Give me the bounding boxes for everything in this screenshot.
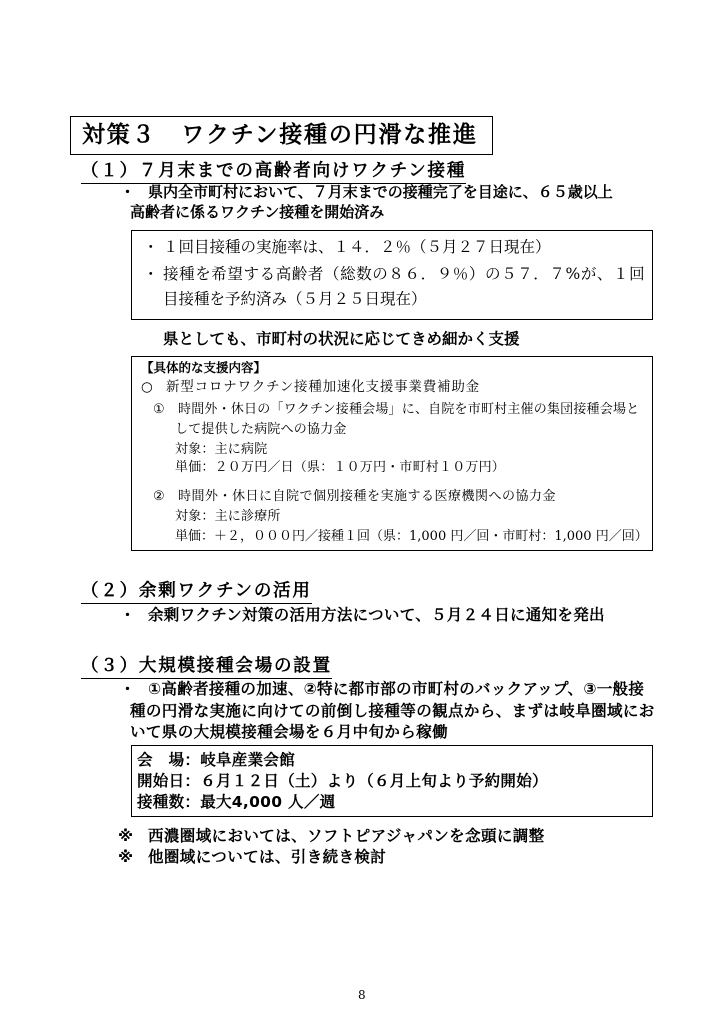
section-3-bullet-line: 種の円滑な実施に向けての前倒し接種等の観点から、まずは岐阜圏域にお: [130, 702, 655, 720]
support-item-line: 時間外・休日に自院で個別接種を実施する医療機関への協力金: [178, 489, 557, 504]
status-item-mark: ・: [143, 238, 159, 256]
support-item-target: 対象：主に診療所: [175, 509, 281, 524]
support-box-heading: 【具体的な支援内容】: [141, 360, 267, 375]
support-details-box: [131, 356, 653, 551]
section-3-bullet-line: いて県の大規模接種会場を６月中旬から稼働: [130, 723, 449, 741]
note-text: 西濃圏域においては、ソフトピアジャパンを念頭に調整: [148, 827, 545, 845]
section-2-heading: （２）余剰ワクチンの活用: [81, 583, 312, 604]
venue-box: [131, 745, 653, 817]
support-item-number: ①: [153, 402, 165, 417]
support-item-line: 時間外・休日の「ワクチン接種会場」に、自院を市町村主催の集団接種会場と: [178, 402, 640, 417]
section-3-heading: （３）大規模接種会場の設置: [81, 658, 332, 679]
bullet-mark: ・: [120, 183, 136, 201]
section-3-bullet-line: ①高齢者接種の加速、②特に都市部の市町村のバックアップ、③一般接: [148, 680, 645, 698]
venue-capacity: 接種数：最大4,000 人／週: [137, 793, 336, 811]
support-item-line: して提供した病院への協力金: [175, 422, 347, 437]
status-item-line: 目接種を予約済み（５月２５日現在）: [163, 290, 427, 308]
note-mark: ※: [118, 827, 134, 845]
status-box: [131, 230, 653, 320]
support-item-price: 単価：２０万円／日（県：１０万円・市町村１０万円）: [175, 460, 506, 475]
support-summary: 県としても、市町村の状況に応じてきめ細かく支援: [163, 330, 520, 348]
status-item-line: 接種を希望する高齢者（総数の８６．９％）の５７．７%が、１回: [163, 265, 646, 283]
title-box: [70, 116, 493, 155]
support-item-price: 単価：＋２，０００円／接種１回（県：1,000 円／回・市町村：1,000 円／回）: [175, 529, 648, 544]
support-item-number: ②: [153, 489, 165, 504]
bullet-mark: ・: [120, 606, 136, 624]
section-1-heading: （１）７月末までの高齢者向けワクチン接種: [81, 163, 466, 184]
status-item-line: １回目接種の実施率は、１４．２％（５月２７日現在）: [163, 238, 551, 256]
support-item-target: 対象：主に病院: [175, 442, 268, 457]
venue-start-date: 開始日：６月１２日（土）より（６月上旬より予約開始）: [137, 772, 548, 790]
section-1-bullet-line: 高齢者に係るワクチン接種を開始済み: [130, 203, 385, 221]
page-title: 対策３ ワクチン接種の円滑な推進: [82, 122, 478, 148]
venue-location: 会 場：岐阜産業会館: [137, 751, 296, 769]
status-item-mark: ・: [143, 265, 159, 283]
section-1-bullet-line: 県内全市町村において、７月末までの接種完了を目途に、６５歳以上: [148, 183, 613, 201]
program-mark: ○: [141, 379, 153, 395]
page-number: 8: [358, 988, 366, 1002]
bullet-mark: ・: [120, 680, 136, 698]
program-name: 新型コロナワクチン接種加速化支援事業費補助金: [166, 379, 480, 395]
note-mark: ※: [118, 848, 134, 866]
section-2-bullet-line: 余剰ワクチン対策の活用方法について、５月２４日に通知を発出: [148, 606, 605, 624]
note-text: 他圏域については、引き続き検討: [148, 848, 387, 866]
